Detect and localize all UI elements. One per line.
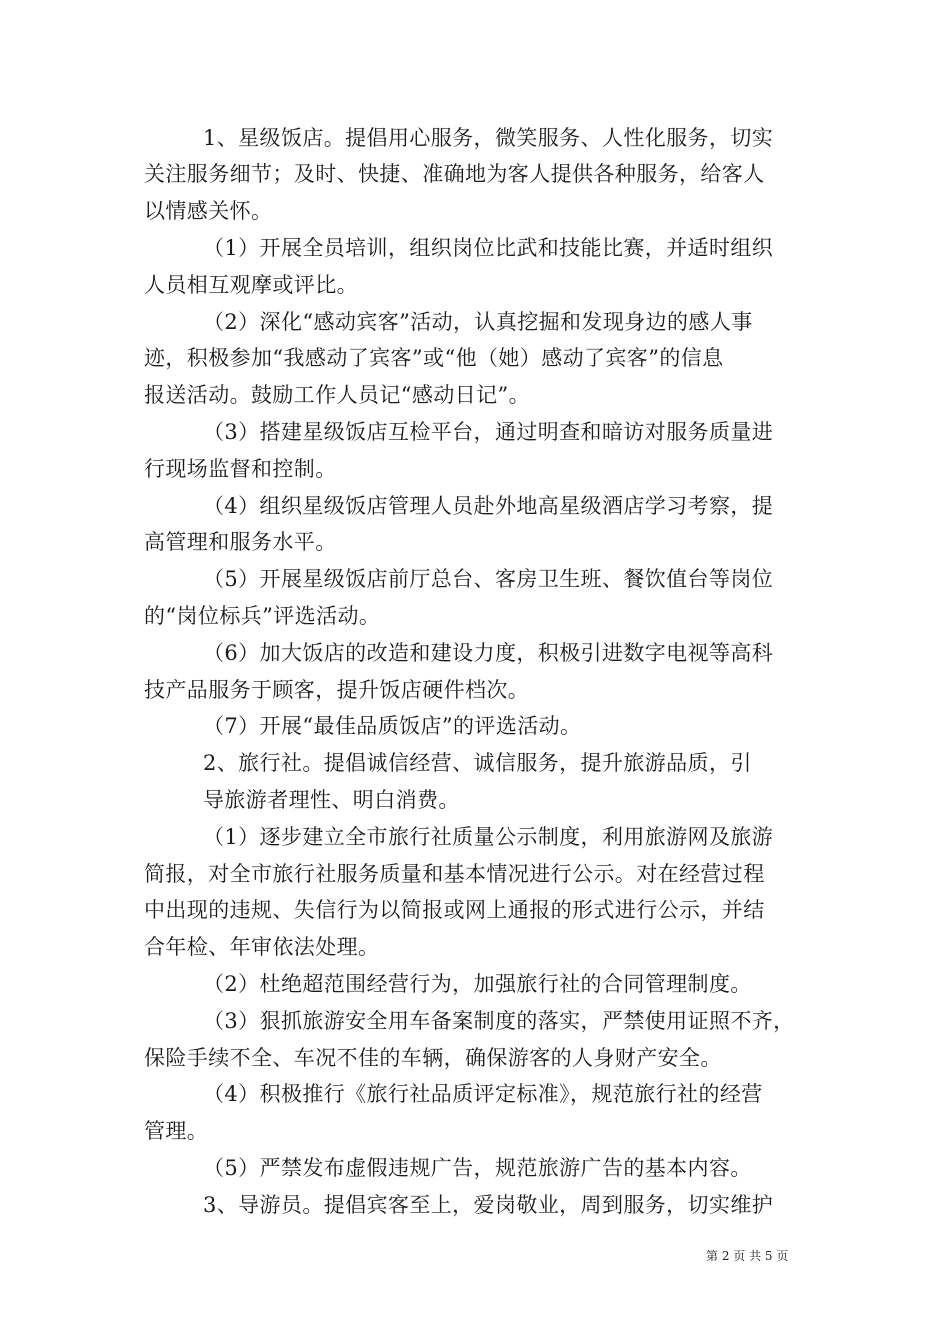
paragraph-line: （1）逐步建立全市旅行社质量公示制度，利用旅游网及旅游 <box>203 825 774 849</box>
paragraph-line: 2、旅行社。提倡诚信经营、诚信服务，提升旅游品质，引 <box>203 751 752 775</box>
paragraph-line: （7）开展“最佳品质饭店”的评选活动。 <box>203 714 582 738</box>
paragraph-line: 3、导游员。提倡宾客至上，爱岗敬业，周到服务，切实维护 <box>203 1193 774 1217</box>
paragraph-line: （2）杜绝超范围经营行为，加强旅行社的合同管理制度。 <box>203 972 752 996</box>
paragraph-line: 高管理和服务水平。 <box>144 530 337 554</box>
paragraph-line: 保险手续不全、车况不佳的车辆，确保游客的人身财产安全。 <box>144 1046 722 1070</box>
paragraph-line: （6）加大饭店的改造和建设力度，积极引进数字电视等高科 <box>203 641 774 665</box>
paragraph-line: 导旅游者理性、明白消费。 <box>203 788 460 812</box>
paragraph-line: 简报，对全市旅行社服务质量和基本情况进行公示。对在经营过程 <box>144 862 765 886</box>
paragraph-line: 以情感关怀。 <box>144 199 273 223</box>
paragraph-line: （3）狠抓旅游安全用车备案制度的落实，严禁使用证照不齐， <box>203 1009 795 1033</box>
paragraph-line: 合年检、年审依法处理。 <box>144 935 380 959</box>
paragraph-line: 报送活动。鼓励工作人员记“感动日记”。 <box>144 383 531 407</box>
page-number: 第 2 页 共 5 页 <box>706 1249 789 1263</box>
paragraph-line: 迹，积极参加“我感动了宾客”或“他（她）感动了宾客”的信息 <box>144 346 724 370</box>
paragraph-line: （4）积极推行《旅行社品质评定标准》，规范旅行社的经营 <box>203 1082 763 1106</box>
paragraph-line: （5）严禁发布虚假违规广告，规范旅游广告的基本内容。 <box>203 1156 752 1180</box>
paragraph-line: （3）搭建星级饭店互检平台，通过明查和暗访对服务质量进 <box>203 420 774 444</box>
paragraph-line: （5）开展星级饭店前厅总台、客房卫生班、餐饮值台等岗位 <box>203 567 774 591</box>
paragraph-line: 的“岗位标兵”评选活动。 <box>144 604 381 628</box>
paragraph-line: 行现场监督和控制。 <box>144 457 337 481</box>
paragraph-line: 关注服务细节；及时、快捷、准确地为客人提供各种服务，给客人 <box>144 162 765 186</box>
paragraph-line: 技产品服务于顾客，提升饭店硬件档次。 <box>144 678 530 702</box>
paragraph-line: （4）组织星级饭店管理人员赴外地高星级酒店学习考察，提 <box>203 494 774 518</box>
paragraph-line: 管理。 <box>144 1119 209 1143</box>
paragraph-line: 人员相互观摩或评比。 <box>144 273 358 297</box>
paragraph-line: 1、星级饭店。提倡用心服务，微笑服务、人性化服务，切实 <box>203 126 774 150</box>
paragraph-line: （2）深化“感动宾客”活动，认真挖掘和发现身边的感人事 <box>203 310 753 334</box>
paragraph-line: （1）开展全员培训，组织岗位比武和技能比赛，并适时组织 <box>203 236 774 260</box>
paragraph-line: 中出现的违规、失信行为以简报或网上通报的形式进行公示，并结 <box>144 898 765 922</box>
